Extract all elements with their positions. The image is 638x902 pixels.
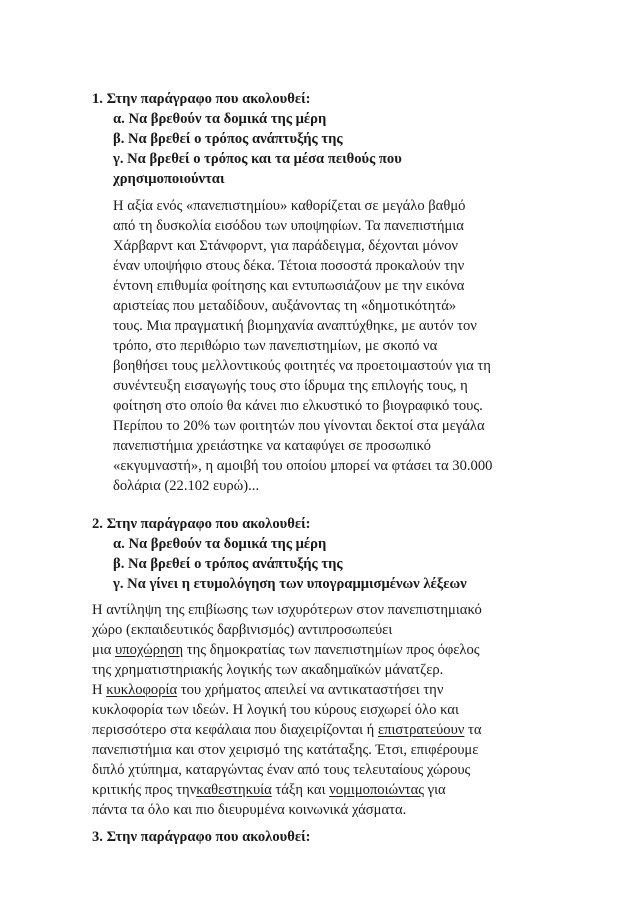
text-segment: της δημοκρατίας των πανεπιστημίων προς όφελος <box>183 642 480 658</box>
section2-text-line: πανεπιστήμια και στον χειρισμό της κατάταξης. Έτσι, επιφέρουμε <box>92 742 479 758</box>
text-segment: περισσότερο στα κεφάλαια που διαχειρίζονται ή <box>92 722 378 738</box>
section1-text-line: από τη δυσκολία εισόδου των υποψηφίων. Τα πανεπιστήμια <box>113 218 464 234</box>
section2-text-line <box>92 781 446 799</box>
section2-task-b: β. Να βρεθεί ο τρόπος ανάπτυξής της <box>113 556 343 572</box>
section2-text-line: πάντα τα όλο και πιο διευρυμένα κοινωνικά χάσματα. <box>92 802 407 818</box>
section2-text-line: διπλό χτύπημα, καταργώντας έναν από τους τελευταίους χώρους <box>92 762 471 778</box>
section2-text-line: της χρηματιστηριακής λογικής των ακαδημαϊκών μάνατζερ. <box>92 662 444 678</box>
section2-heading: 2. Στην παράγραφο που ακολουθεί: <box>92 516 311 532</box>
section1-text-line: τους. Μια πραγματική βιομηχανία αναπτύχθηκε, με αυτόν τον <box>113 318 477 334</box>
section1-text-line: έναν υποψήφιο στους δέκα. Τέτοια ποσοστά προκαλούν την <box>113 258 465 274</box>
section1-text-line: τρόπο, στο περιθώριο των πανεπιστημίων, με σκοπό να <box>113 338 438 354</box>
section2-text-line <box>92 641 480 659</box>
text-segment: μια <box>92 642 116 658</box>
section1-text-line: συνέντευξη εισαγωγής τους στο ίδρυμα της επιλογής τους, η <box>113 378 468 394</box>
text-segment: κριτικής προς την <box>92 782 197 798</box>
section1-text-line: δολάρια (22.102 ευρώ)... <box>113 478 260 494</box>
text-segment: του χρήματος απειλεί να αντικαταστήσει την <box>177 682 444 698</box>
underlined-word: νομιμοποιώντας <box>329 782 425 798</box>
section1-text-line: Η αξία ενός «πανεπιστημίου» καθορίζεται σε μεγάλο βαθμό <box>113 198 466 214</box>
underlined-word: καθεστηκυία <box>196 782 272 798</box>
section1-text-line: Περίπου το 20% των φοιτητών που γίνονται δεκτοί στα μεγάλα <box>113 418 485 434</box>
section1-text-line: πανεπιστήμια χρειάστηκε να καταφύγει σε προσωπικό <box>113 438 431 454</box>
section1-text-line: φοίτηση στο οποίο θα κάνει πιο ελκυστικό το βιογραφικό τους. <box>113 398 483 414</box>
text-segment: τα <box>464 722 482 738</box>
section2-task-c: γ. Να γίνει η ετυμολόγηση των υπογραμμισμένων λέξεων <box>113 576 467 592</box>
section1-text-line: αριστείας που μεταδίδουν, αυξάνοντας τη «δημοτικότητά» <box>113 298 457 314</box>
section1-task-b: β. Να βρεθεί ο τρόπος ανάπτυξής της <box>113 131 343 147</box>
section1-text-line: «εκγυμναστή», η αμοιβή του οποίου μπορεί να φτάσει τα 30.000 <box>113 458 493 474</box>
text-segment: Η <box>92 682 107 698</box>
section2-text-line: Η αντίληψη της επιβίωσης των ισχυρότερων στον πανεπιστημιακό <box>92 602 482 618</box>
underlined-word: επιστρατεύουν <box>377 722 465 738</box>
section2-text-line <box>92 721 482 739</box>
section2-text-line: κυκλοφορία των ιδεών. Η λογική του κύρους εισχωρεί όλο και <box>92 702 459 718</box>
section1-heading: 1. Στην παράγραφο που ακολουθεί: <box>92 91 311 107</box>
section1-text-line: έντονη επιθυμία φοίτησης και εντυπωσιάζουν με την εικόνα <box>113 278 465 294</box>
underlined-word: κυκλοφορία <box>106 682 178 698</box>
section1-task-c: γ. Να βρεθεί ο τρόπος και τα μέσα πειθούς που <box>113 151 402 167</box>
section2-text-line: χώρο (εκπαιδευτικός δαρβινισμός) αντιπροσωπεύει <box>92 622 393 638</box>
section2-text-line <box>92 681 443 699</box>
section1-text-line: βοηθήσει τους μελλοντικούς φοιτητές να προετοιμαστούν για τη <box>113 358 491 374</box>
section1-task-a: α. Να βρεθούν τα δομικά της μέρη <box>113 111 327 127</box>
underlined-word: υποχώρηση <box>115 642 184 658</box>
section1-task-c-cont: χρησιμοποιούνται <box>113 171 225 187</box>
section1-text-line: Χάρβαρντ και Στάνφορντ, για παράδειγμα, δέχονται μόνον <box>113 238 458 254</box>
section2-task-a: α. Να βρεθούν τα δομικά της μέρη <box>113 536 327 552</box>
section3-heading: 3. Στην παράγραφο που ακολουθεί: <box>92 829 311 845</box>
text-segment: τάξη και <box>271 782 330 798</box>
text-segment: για <box>424 782 446 798</box>
